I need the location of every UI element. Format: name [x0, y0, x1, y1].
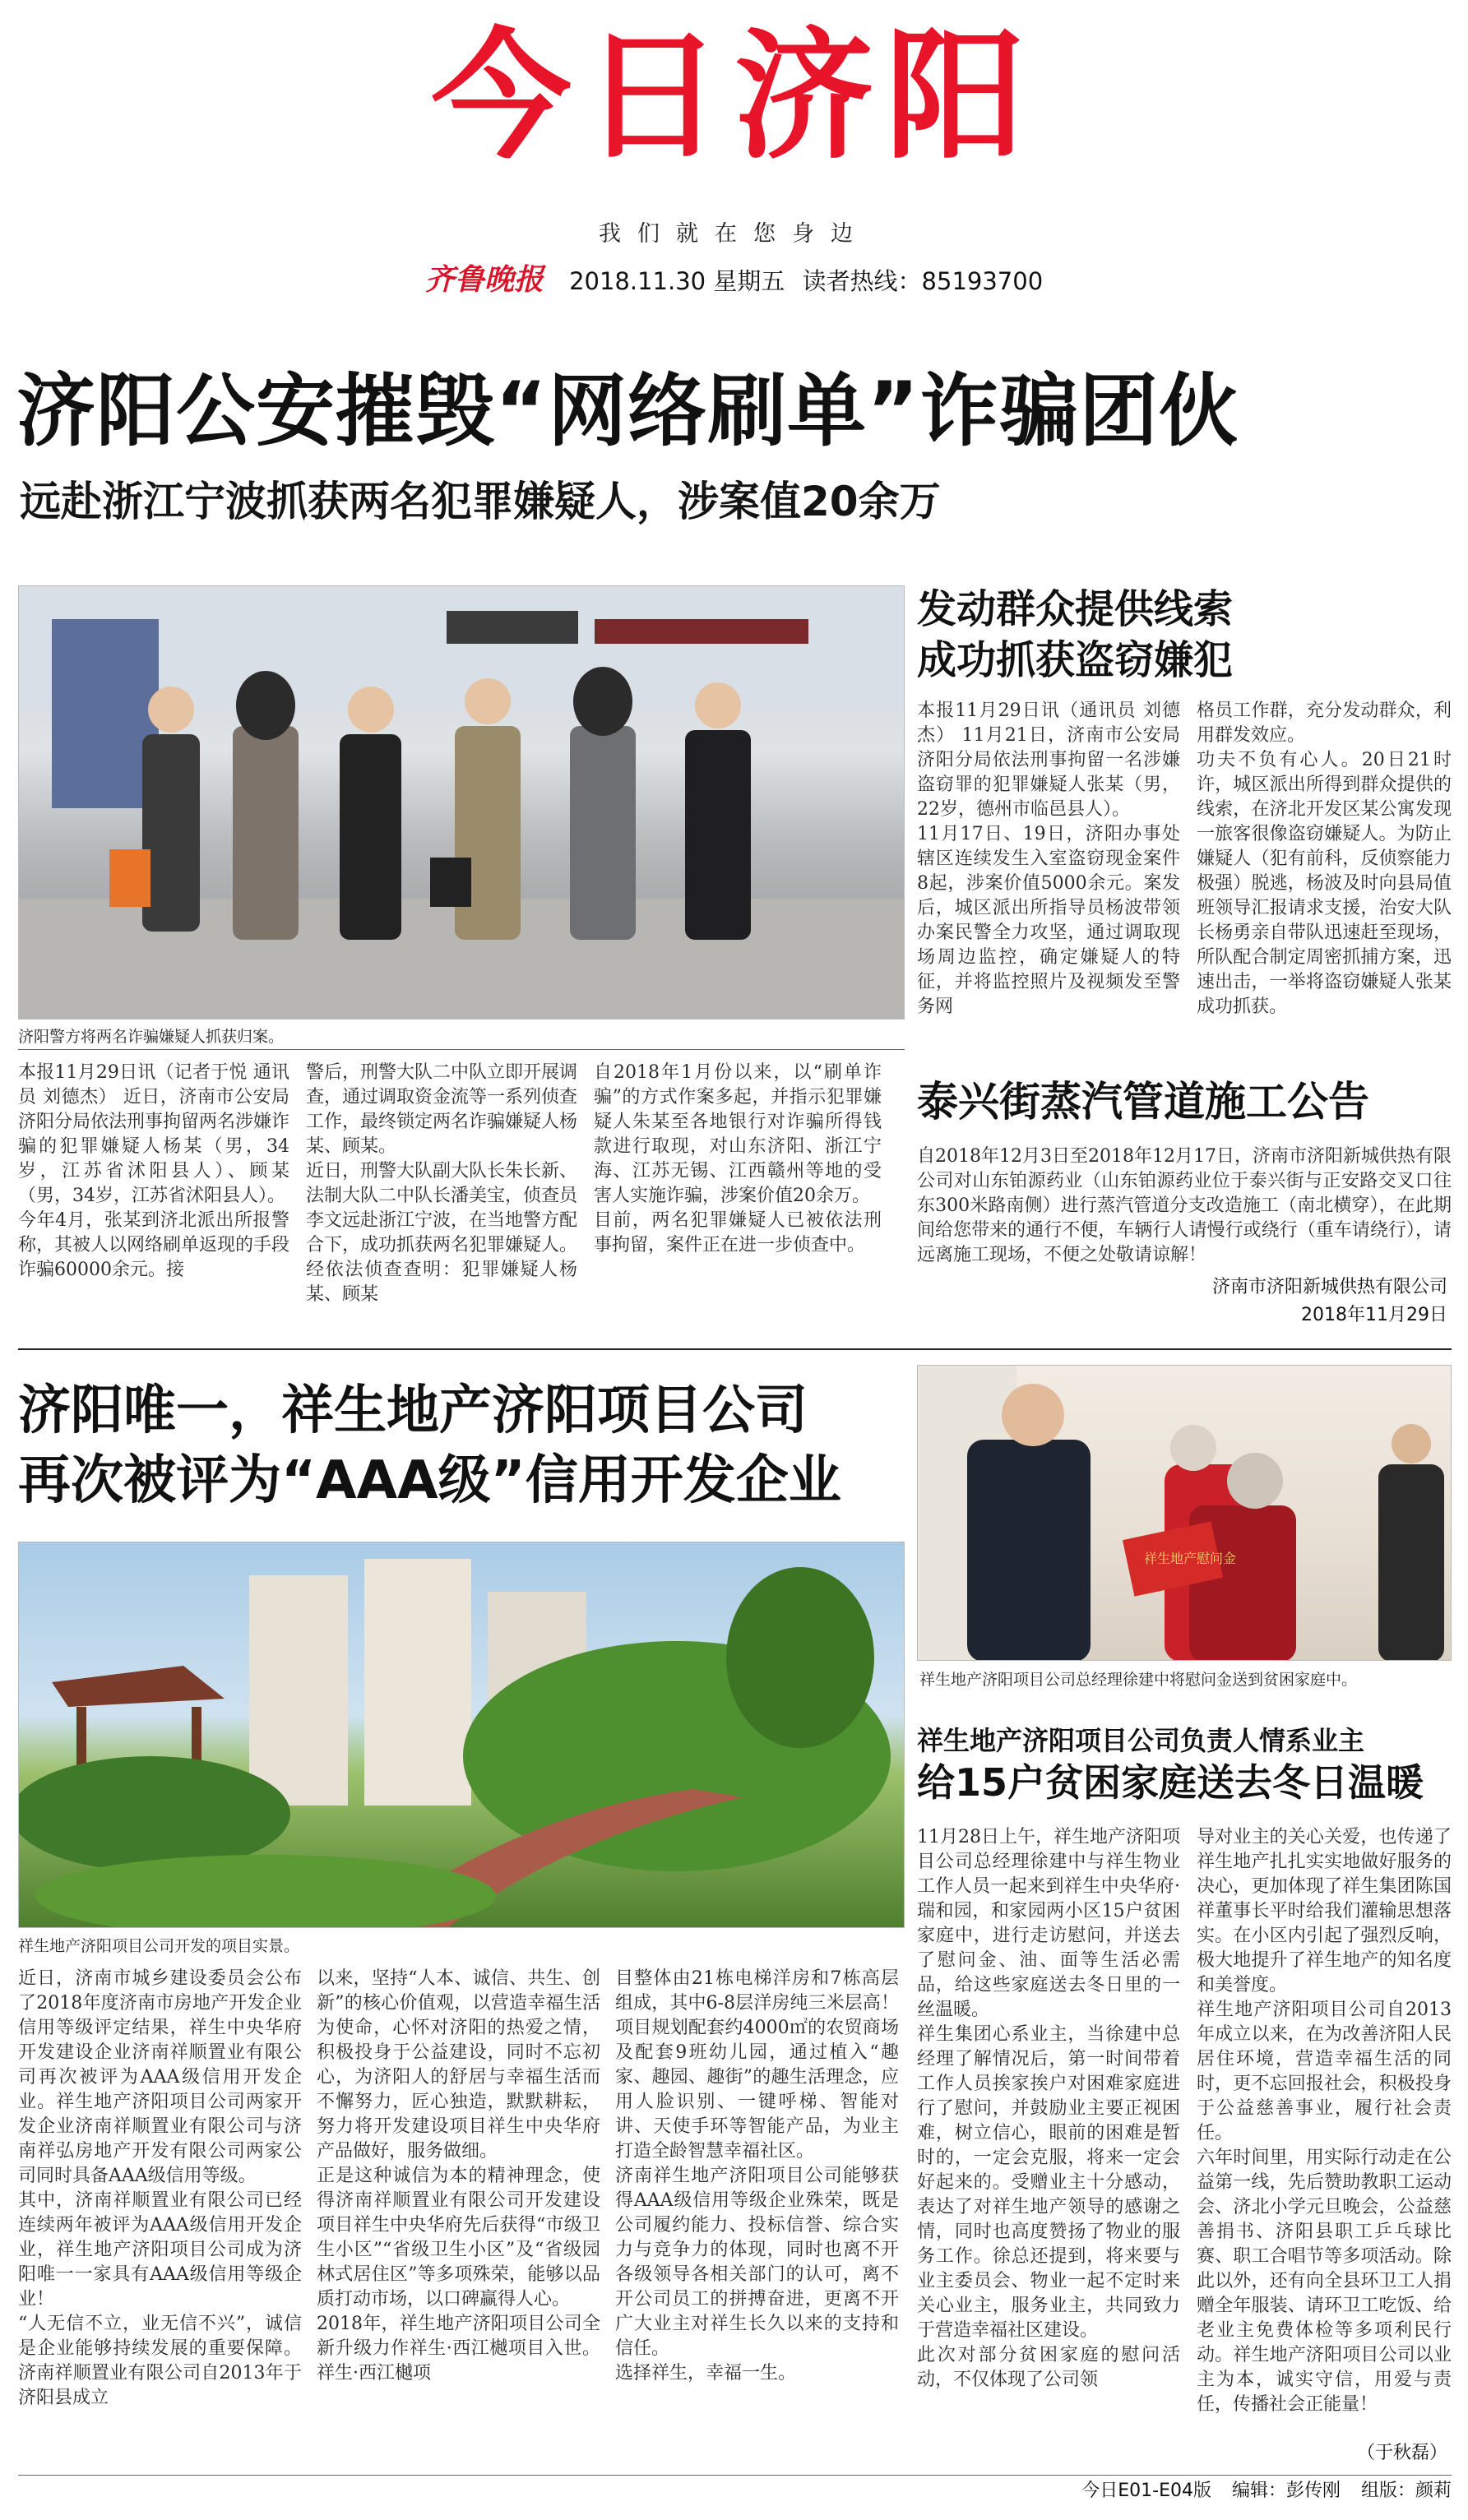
masthead-meta	[0, 257, 1468, 298]
reader-hotline: 读者热线：85193700	[802, 267, 1044, 295]
footer-page-range: 今日E01-E04版	[1081, 2481, 1211, 2501]
charity-body-col2: 导对业主的关心关爱，也传递了祥生地产扎扎实实地做好服务的决心，更加体现了祥生集团陈国祥董事长平时给我们灌输思想落实。在小区内引起了强烈反响，极大地提升了祥生地产的知名度和美誉度。 祥生地产济阳项目公司自2013年成立以来，在为改善济阳人民居住环境，营造幸福生活的同时，更不忘回报社会，积极投身于公益慈善事业，履行社会责任。 六年时间里，用实际行动走在公益第一线，先后赞助教职工运动会、济北小学元旦晚会，公益慈善捐书、济阳县职工乒乓球比赛、职工合唱节等多项活动。除此以外，还有向全县环卫工人捐赠全年服装、请环卫工吃饭、给老业主免费体检等多项利民行动。祥生地产济阳项目公司以业主为本，诚实守信，用爱与责任，传播社会正能量！	[1197, 1827, 1452, 2415]
xiangsheng-headline-line1: 济阳唯一，祥生地产济阳项目公司	[18, 1380, 808, 1441]
xiangsheng-body-col2: 以来，坚持“人本、诚信、共生、创新”的核心价值观，以营造幸福生活为使命，心怀对济阳的热爱之情，积极投身于公益建设，同时不忘初心，为济阳人的舒居与幸福生活而不懈努力，匠心独造，默默耕耘，努力将开发建设项目祥生中央华府产品做好，服务做细。 正是这种诚信为本的精神理念，使得济南祥顺置业有限公司开发建设项目祥生中央华府先后获得“市级卫生小区”“省级卫生小区”及“省级园林式居住区”等多项殊荣，能够以品质打动市场，以口碑赢得人心。 2018年，祥生地产济阳项目公司全新升级力作祥生·西江樾项目入世。祥生·西江樾项	[317, 1968, 600, 2384]
envelope-text: 祥生地产慰问金	[1144, 1551, 1237, 1566]
theft-body-col2: 格员工作群，充分发动群众，利用群发效应。 功夫不负有心人。20日21时许，城区派出所得到群众提供的线索，在济北开发区某公寓发现一旅客很像盗窃嫌疑人。为防止嫌疑人（犯有前科，反侦察能力极强）脱逃，杨波及时向县局值班领导汇报请求支援，治安大队长杨勇亲自带队迅速赶至现场，所队配合制定周密抓捕方案，迅速出击，一举将盗窃嫌疑人张某成功抓获。	[1197, 701, 1452, 1017]
residential-scene	[19, 1542, 905, 1928]
xiangsheng-body-col3: 目整体由21栋电梯洋房和7栋高层组成，其中6-8层洋房纯三米层高！项目规划配套约4000㎡的农贸商场及配套9班幼儿园，通过植入“趣家、趣园、趣街”的趣生活理念，应用人脸识别、一键呼梯、智能对讲、天使手环等智能产品，为业主打造全龄智慧幸福社区。 济南祥生地产济阳项目公司能够获得AAA级信用等级企业殊荣，既是公司履约能力、投标信誉、综合实力与竞争力的体现，同时也离不开各级领导各相关部门的认可，离不开公司员工的拼搏奋进，更离不开广大业主对祥生长久以来的支持和信任。 选择祥生，幸福一生。	[615, 1968, 899, 2384]
charity-byline: （于秋磊）	[1356, 2443, 1447, 2463]
footer-editor: 编辑：彭传刚	[1231, 2481, 1341, 2501]
charity-body-col1: 11月28日上午，祥生地产济阳项目公司总经理徐建中与祥生物业工作人员一起来到祥生中央华府·瑞和园，和家园两小区15户贫困家庭中，进行走访慰问，并送去了慰问金、油、面等生活必需品，给这些家庭送去冬日里的一丝温暖。 祥生集团心系业主，当徐建中总经理了解情况后，第一时间带着工作人员挨家挨户对困难家庭进行了慰问，并鼓励业主要正视困难，树立信心，眼前的困难是暂时的，一定会克服，将来一定会好起来的。受赠业主十分感动，表达了对祥生地产领导的感谢之情，同时也高度赞扬了物业的服务工作。徐总还提到，将来要与业主委员会、物业一起不定时来关心业主，服务业主，共同致力于营造幸福社区建设。 此次对部分贫困家庭的慰问活动，不仅体现了公司领	[917, 1827, 1180, 2390]
charity-photo-caption: 祥生地产济阳项目公司总经理徐建中将慰问金送到贫困家庭中。	[919, 1671, 1358, 1689]
lead-headline: 济阳公安摧毁“网络刷单”诈骗团伙	[16, 365, 1239, 457]
lead-photo	[18, 585, 905, 1020]
charity-headline: 给15户贫困家庭送去冬日温暖	[917, 1760, 1424, 1805]
theft-headline-line2: 成功抓获盗窃嫌犯	[917, 637, 1234, 683]
lead-body-col2: 警后，刑警大队二中队立即开展调查，通过调取资金流等一系列侦查工作，最终锁定两名诈骗嫌疑人杨某、顾某。 近日，刑警大队副大队长朱长新、法制大队二中队长潘美宝，侦查员李文远赴浙江宁波，在当地警方配合下，成功抓获两名犯罪嫌疑人。经依法侦查查明：犯罪嫌疑人杨某、顾某	[306, 1062, 577, 1305]
theft-body-col1: 本报11月29日讯（通讯员 刘德杰） 11月21日，济南市公安局济阳分局依法刑事拘留一名涉嫌盗窃罪的犯罪嫌疑人张某（男，22岁，德州市临邑县人）。 11月17日、19日，济阳办事处辖区连续发生入室盗窃现金案件8起，涉案价值5000余元。案发后，城区派出所指导员杨波带领办案民警全力攻坚，通过调取现场周边监控，确定嫌疑人的特征，并将监控照片及视频发至警务网	[917, 701, 1180, 1017]
footer-divider	[18, 2475, 1452, 2476]
notice-signature: 济南市济阳新城供热有限公司	[1211, 1277, 1447, 1297]
masthead-slogan: 我们就在您身边	[599, 221, 869, 247]
lead-body-col3: 自2018年1月份以来，以“刷单诈骗”的方式作案多起，并指示犯罪嫌疑人朱某至各地银行对诈骗所得钱款进行取现，对山东济阳、浙江宁海、江苏无锡、江西赣州等地的受害人实施诈骗，涉案价值20余万。 目前，两名犯罪嫌疑人已被依法刑事拘留，案件正在进一步侦查中。	[594, 1062, 882, 1255]
charity-photo	[917, 1365, 1452, 1661]
notice-date: 2018年11月29日	[1301, 1305, 1447, 1325]
newspaper-brand: 齐鲁晚报	[424, 262, 544, 297]
xiangsheng-photo	[18, 1542, 905, 1928]
divider	[18, 1049, 905, 1050]
xiangsheng-photo-caption: 祥生地产济阳项目公司开发的项目实景。	[18, 1937, 300, 1955]
lead-subheadline: 远赴浙江宁波抓获两名犯罪嫌疑人，涉案值20余万	[20, 478, 941, 525]
lead-body-col1: 本报11月29日讯（记者于悦 通讯员 刘德杰） 近日，济南市公安局济阳分局依法刑事拘留两名涉嫌诈骗的犯罪嫌疑人杨某（男，34岁，江苏省沭阳县人）、顾某（男，34岁，江苏省沭阳县人）。 今年4月，张某到济北派出所报警称，其被人以网络刷单返现的手段诈骗60000余元。接	[18, 1062, 289, 1280]
charity-kicker: 祥生地产济阳项目公司负责人情系业主	[917, 1725, 1365, 1756]
notice-headline: 泰兴街蒸汽管道施工公告	[917, 1078, 1369, 1126]
charity-scene	[918, 1366, 1452, 1661]
xiangsheng-body-col1: 近日，济南市城乡建设委员会公布了2018年度济南市房地产开发企业信用等级评定结果，祥生中央华府开发建设企业济南祥顺置业有限公司再次被评为AAA级信用开发企业。祥生地产济阳项目公司两家开发企业济南祥顺置业有限公司与济南祥弘房地产开发有限公司两家公司同时具备AAA级信用等级。 其中，济南祥顺置业有限公司已经连续两年被评为AAA级信用开发企业，祥生地产济阳项目公司成为济阳唯一一家具有AAA级信用等级企业！ “人无信不立，业无信不兴”，诚信是企业能够持续发展的重要保障。济南祥顺置业有限公司自2013年于济阳县成立	[18, 1968, 302, 2408]
lead-photo-caption: 济阳警方将两名诈骗嫌疑人抓获归案。	[18, 1028, 285, 1046]
xiangsheng-headline-line2: 再次被评为“AAA级”信用开发企业	[18, 1450, 841, 1511]
notice-body: 自2018年12月3日至2018年12月17日，济南市济阳新城供热有限公司对山东铂源药业（山东铂源药业位于泰兴街与正安路交叉口往东300米路南侧）进行蒸汽管道分支改造施工（南北横穿），在此期间给您带来的通行不便，车辆行人请慢行或绕行（重车请绕行），请远离施工现场，不便之处敬请谅解！	[917, 1146, 1452, 1265]
station-scene	[19, 586, 905, 1020]
theft-headline-line1: 发动群众提供线索	[917, 586, 1234, 632]
page-footer	[1081, 2476, 1452, 2502]
issue-date: 2018.11.30 星期五	[569, 267, 785, 295]
footer-layout: 组版：颜莉	[1360, 2481, 1452, 2501]
section-divider	[18, 1348, 1452, 1350]
masthead-title: 今日济阳	[431, 16, 1037, 178]
